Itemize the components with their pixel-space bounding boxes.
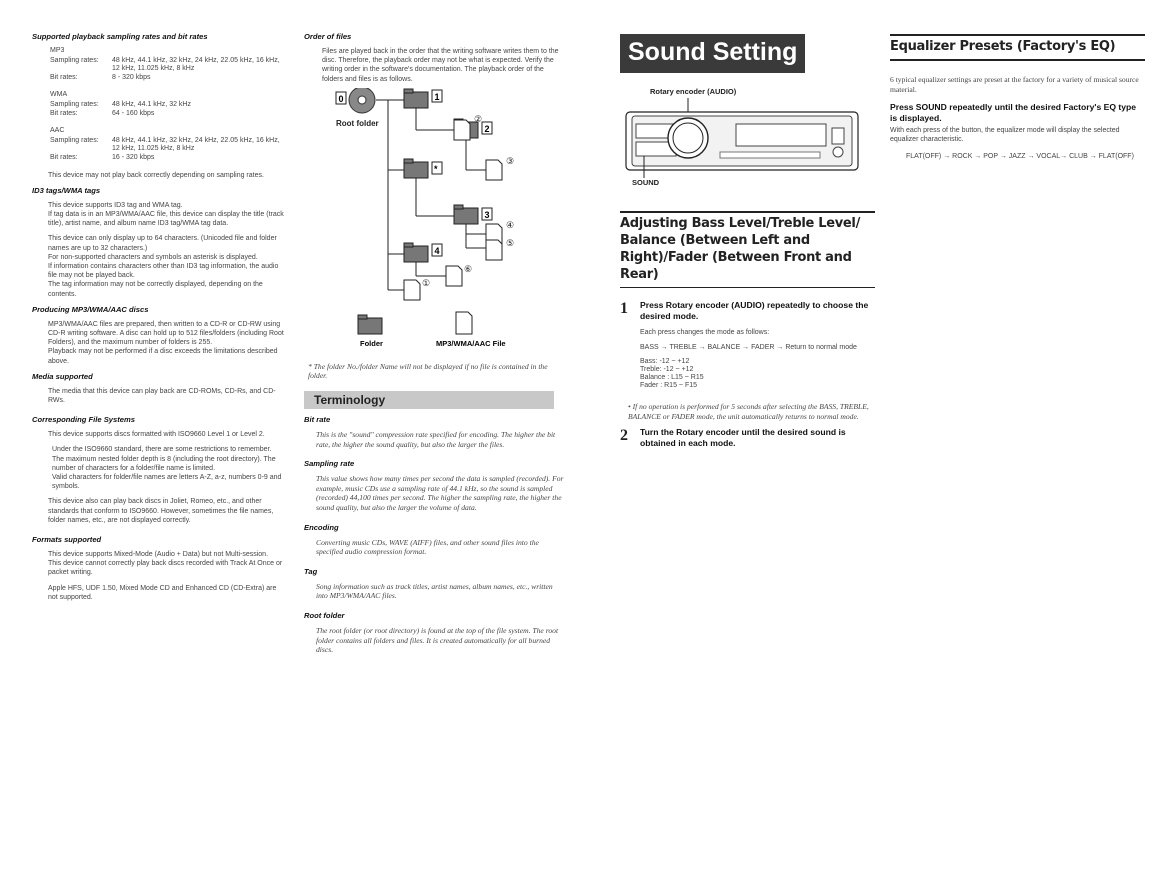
step-1: 1 Press Rotary encoder (AUDIO) repeatedly to choose the desired mode. Each press changes the mode as follows: BASS → TREBLE → BALANCE → FADER → Return to normal mode Bass: -12 ~ +12 Treble: -12 ~ +12 Balance : L15 ~ R15 Fader : R15 ~ F15 bbox=[620, 300, 875, 390]
column-2 bbox=[304, 0, 564, 665]
paragraph: Apple HFS, UDF 1.50, Mixed Mode CD and Enhanced CD (CD-Extra) are not supported. bbox=[48, 584, 277, 601]
paragraph: This device also can play back discs in Joliet, Romeo, etc., and other standards that conform to ISO9660. However, sometimes the file names, folder names, etc., are not displayed correctly. bbox=[48, 498, 274, 524]
folder-tree-diagram bbox=[304, 88, 564, 358]
file-icon bbox=[456, 312, 472, 334]
format-mp3: MP3 Sampling rates: 48 kHz, 44.1 kHz, 32 kHz, 24 kHz, 22.05 kHz, 16 kHz, 12 kHz, 11.025 kHz, 8 kHz Bit rates: 8 - 320 kbps bbox=[50, 47, 280, 81]
step-2: 2 Turn the Rotary encoder until the desired sound is obtained in each mode. bbox=[620, 427, 846, 449]
section-title: Equalizer Presets (Factory's EQ) bbox=[890, 34, 1145, 61]
folder-number: 1 bbox=[434, 91, 440, 102]
file-number: ⑥ bbox=[464, 263, 473, 274]
page-title: Sound Setting bbox=[620, 34, 805, 73]
section-heading: Corresponding File Systems bbox=[32, 415, 135, 425]
folder-number: 2 bbox=[484, 123, 490, 134]
legend-file-label: MP3/WMA/AAC File bbox=[436, 338, 506, 348]
column-3 bbox=[620, 0, 875, 449]
instruction: Press SOUND repeatedly until the desired Factory's EQ type is displayed. bbox=[890, 102, 1137, 124]
section-heading: ID3 tags/WMA tags bbox=[32, 185, 101, 195]
range-list: Bass: -12 ~ +12 Treble: -12 ~ +12 Balance : L15 ~ R15 Fader : R15 ~ F15 bbox=[640, 358, 704, 389]
folder-number: * bbox=[434, 163, 438, 174]
term-text: This is the "sound" compression rate specified for encoding. The higher the bit rate, the higher the sound quality, but also the larger the files. bbox=[316, 430, 556, 449]
term-text: Converting music CDs, WAVE (AIFF) files, and other sound files into the specified audio compression format. bbox=[316, 537, 539, 557]
terms-list bbox=[304, 415, 564, 655]
section-heading: Order of files bbox=[304, 32, 352, 41]
term-heading: Root folder bbox=[304, 610, 345, 620]
file-icon bbox=[486, 160, 502, 180]
instruction-sub: With each press of the button, the equalizer mode will display the selected equalizer characteristic. bbox=[890, 127, 1120, 144]
paragraph: For non-supported characters and symbols an asterisk is displayed. bbox=[48, 253, 258, 261]
legend-folder-label: Folder bbox=[360, 338, 383, 348]
paragraph: MP3/WMA/AAC files are prepared, then written to a CD-R or CD-RW using CD-R writing software. A disc can hold up to 512 files/folders (including Root Folders), and the maximum number of folders is 255. bbox=[48, 320, 284, 347]
folder-icon bbox=[404, 243, 428, 262]
file-number: ⑤ bbox=[506, 237, 515, 248]
rotary-encoder-label: Rotary encoder (AUDIO) bbox=[650, 87, 737, 96]
sound-button-label: SOUND bbox=[632, 178, 660, 187]
term-text: Song information such as track titles, artist names, album names, etc., written into MP3/WMA/AAC files. bbox=[316, 581, 553, 601]
file-icon bbox=[404, 280, 420, 300]
column-1 bbox=[32, 0, 287, 608]
folder-number: 3 bbox=[484, 209, 490, 220]
file-icon bbox=[454, 120, 470, 140]
file-number: ④ bbox=[506, 219, 515, 230]
rotary-encoder-knob[interactable] bbox=[668, 118, 708, 158]
file-number: ① bbox=[422, 277, 431, 288]
head-unit-illustration bbox=[620, 98, 870, 188]
note: This device may not play back correctly depending on sampling rates. bbox=[48, 171, 264, 179]
folder-icon bbox=[358, 315, 382, 334]
paragraph: The tag information may not be correctly displayed, depending on the contents. bbox=[48, 281, 263, 298]
folder-icon bbox=[454, 205, 478, 224]
file-icon bbox=[486, 240, 502, 260]
paragraph: This device cannot correctly play back discs recorded with Track At Once or packet writing. bbox=[48, 560, 283, 577]
folder-icon bbox=[404, 89, 428, 108]
file-number: ② bbox=[474, 113, 483, 124]
format-wma: WMA Sampling rates: 48 kHz, 44.1 kHz, 32 kHz Bit rates: 64 - 160 kbps bbox=[50, 91, 191, 117]
section-heading: Media supported bbox=[32, 371, 93, 381]
paragraph: Valid characters for folder/file names are letters A-Z, a-z, numbers 0-9 and symbols. bbox=[52, 474, 282, 491]
section-heading: Supported playback sampling rates and bit rates bbox=[32, 32, 208, 41]
paragraph: Files are played back in the order that the writing software writes them to the disc. Therefore, the playback order may not be what is expected. Verify the writing order in the software's documentation. The playback order of the folders and files is as follows. bbox=[322, 48, 559, 83]
folder-number: 0 bbox=[338, 93, 344, 104]
paragraph: If information contains characters other than ID3 tag information, the audio file may not be played back. bbox=[48, 262, 279, 280]
section-heading: Formats supported bbox=[32, 535, 102, 545]
term-text: This value shows how many times per second the data is sampled (recorded). For example, music CDs use a sampling rate of 44.1 kHz, so the sound is sampled (recorded) 44,100 times per second. The higher the sampling rate, the higher the sound quality, but also the larger the volume of data. bbox=[316, 474, 564, 512]
file-number: ③ bbox=[506, 155, 515, 166]
section-title: Adjusting Bass Level/Treble Level/ Balance (Between Left and Right)/Fader (Between Front and Rear) bbox=[620, 211, 875, 288]
paragraph: Under the ISO9660 standard, there are some restrictions to remember. bbox=[52, 446, 272, 454]
folder-number: 4 bbox=[434, 245, 440, 256]
paragraph: This device can only display up to 64 characters. (Unicoded file and folder names are up to 32 characters.) bbox=[48, 235, 277, 252]
format-aac: AAC Sampling rates: 48 kHz, 44.1 kHz, 32 kHz, 24 kHz, 22.05 kHz, 16 kHz, 12 kHz, 11.025 kHz, 8 kHz Bit rates: 16 - 320 kbps bbox=[50, 127, 280, 161]
note: • If no operation is performed for 5 seconds after selecting the BASS, TREBLE, BALANCE or FADER mode, the unit automatically returns to normal mode. bbox=[628, 402, 869, 421]
paragraph: If tag data is in an MP3/WMA/AAC file, this device can display the title (track title), artist name, and album name ID3 tag/WMA tag data. bbox=[48, 210, 284, 228]
terminology-banner: Terminology bbox=[304, 391, 554, 409]
root-folder-label: Root folder bbox=[336, 118, 379, 128]
term-heading: Encoding bbox=[304, 522, 339, 532]
paragraph: The maximum nested folder depth is 8 (including the root directory). The number of characters for a folder/file name is limited. bbox=[52, 455, 276, 472]
paragraph: This device supports discs formatted with ISO9660 Level 1 or Level 2. bbox=[48, 431, 265, 439]
paragraph: The media that this device can play back are CD-ROMs, CD-Rs, and CD-RWs. bbox=[48, 387, 276, 404]
paragraph: This device supports Mixed-Mode (Audio + Data) but not Multi-session. bbox=[48, 551, 269, 559]
cd-disc-icon bbox=[349, 88, 375, 113]
footnote: * The folder No./folder Name will not be displayed if no file is contained in the folder. bbox=[308, 361, 548, 381]
term-heading: Sampling rate bbox=[304, 459, 355, 469]
section-heading: Producing MP3/WMA/AAC discs bbox=[32, 304, 149, 314]
term-text: The root folder (or root directory) is found at the top of the file system. The root folder contains all folders and files. It is created automatically for all burned discs. bbox=[316, 625, 559, 655]
column-4 bbox=[890, 0, 1145, 161]
file-icon bbox=[446, 266, 462, 286]
term-heading: Bit rate bbox=[304, 415, 331, 424]
folder-icon bbox=[404, 159, 428, 178]
paragraph: Playback may not be performed if a disc exceeds the limitations described above. bbox=[48, 348, 278, 365]
term-heading: Tag bbox=[304, 566, 318, 576]
paragraph: This device supports ID3 tag and WMA tag. bbox=[48, 201, 183, 209]
intro: 6 typical equalizer settings are preset at the factory for a variety of musical source material. bbox=[890, 75, 1139, 94]
eq-sequence: FLAT(OFF) → ROCK → POP → JAZZ → VOCAL→ CLUB → FLAT(OFF) bbox=[906, 153, 1134, 161]
